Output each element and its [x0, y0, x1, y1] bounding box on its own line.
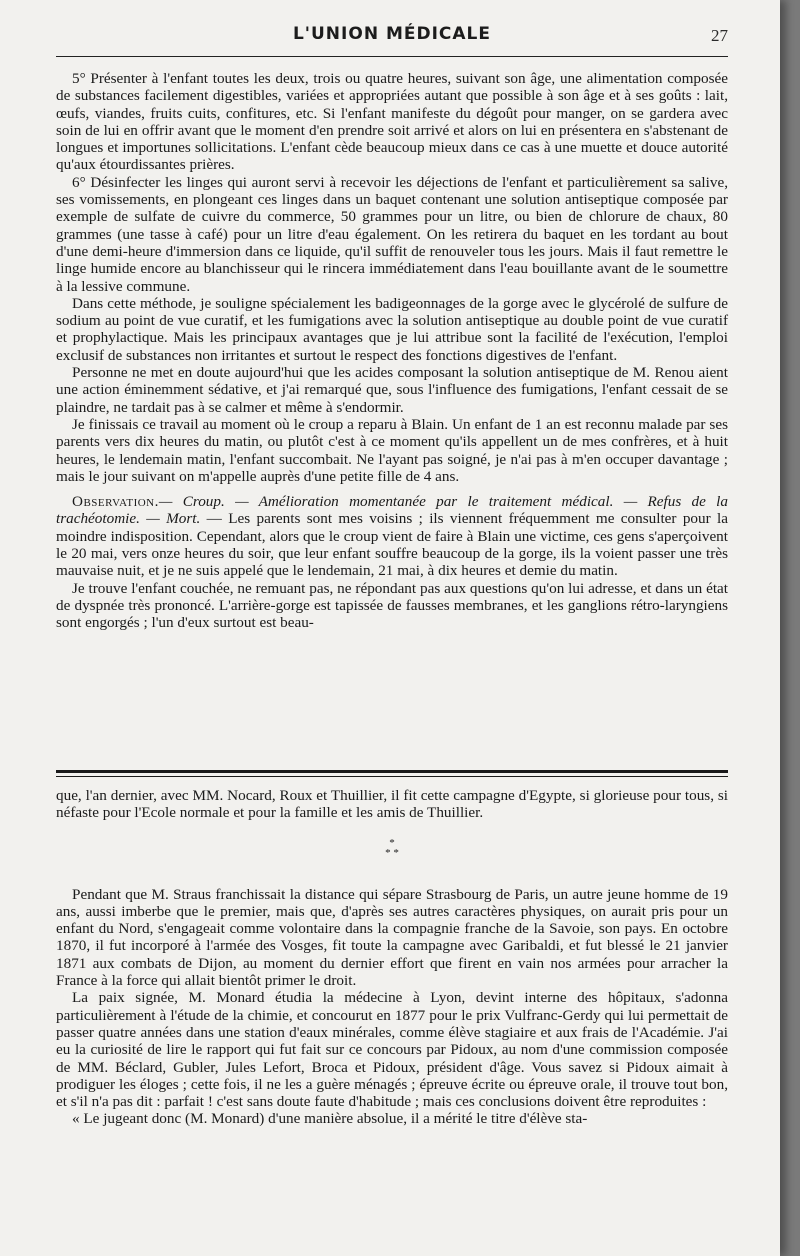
paragraph-croup-blain: Je finissais ce travail au moment où le croup a reparu à Blain. Un enfant de 1 an est reconnu malade par ses parents vers dix heures du matin, ou plutôt c'est à ce moment qu'ils appellent un de mes confrères, et à huit heures, le lendemain matin, l'enfant succombait. Ne l'ayant pas soigné, je n'ai pas à m'en occuper davantage ; mais le jour suivant on m'appelle auprès d'une petite fille de 4 ans.	[56, 415, 728, 485]
main-article	[56, 70, 728, 632]
header-rule	[56, 56, 728, 57]
paragraph-quote: « Le jugeant donc (M. Monard) d'une manière absolue, il a mérité le titre d'élève sta-	[72, 1110, 588, 1128]
paragraph-egypt: que, l'an dernier, avec MM. Nocard, Roux et Thuillier, il fit cette campagne d'Egypte, si glorieuse pour tous, si néfaste pour l'Ecole normale et pour la famille et les amis de Thuillier.	[56, 787, 728, 822]
observation-paragraph	[56, 493, 728, 579]
paragraph-item-5: 5° Présenter à l'enfant toutes les deux, trois ou quatre heures, suivant son âge, une alimentation composée de substances facilement digestibles, variées et appropriées autant que possible à son âge et à ses goûts : lait, œufs, viandes, fruits cuits, confitures, etc. Si l'enfant manifeste du dégoût pour manger, on se gardera avec soin de lui en offrir avant que le moment d'en prendre soit arrivé et alors on lui en présentera en s'abstenant de longues et importunes sollicitations. L'enfant cède beaucoup mieux dans ce cas à une muette et douce autorité qu'aux étourdissantes prières.	[56, 70, 728, 174]
running-header	[56, 24, 728, 50]
paragraph-monard: La paix signée, M. Monard étudia la médecine à Lyon, devint interne des hôpitaux, s'adonna particulièrement à l'étude de la chimie, et concourut en 1877 pour le prix Vulfranc-Gerdy qui lui permettait de passer quatre années dans une station d'eaux minérales, comme élève stagiaire et aux frais de l'Académie. J'ai eu la curiosité de lire le rapport qui fut fait sur ce concours par Pidoux, au nom d'une commission composée de MM. Béclard, Gubler, Jules Lefort, Broca et Pidoux, président d'âge. Vous savez si Pidoux aimait à prodiguer les éloges ; cette fois, il ne les a guère ménagés ; épreuve écrite ou épreuve orale, il trouve tout bon, et s'il n'a pas dit : parfait ! c'est sans doute faute d'habitude ; mais ces conclusions doivent être reproduites :	[56, 989, 728, 1111]
feuilleton-article	[56, 787, 728, 1128]
observation-label: Observation.	[72, 493, 159, 511]
asterism-separator	[56, 838, 728, 858]
feuilleton-divider	[56, 770, 728, 777]
asterism-bottom: * *	[385, 846, 399, 859]
asterism-top: *	[389, 836, 395, 849]
paragraph-method: Dans cette méthode, je souligne spécialement les badigeonnages de la gorge avec le glycérolé de sulfure de sodium au point de vue curatif, et les fumigations avec la solution antiseptique au double point de vue curatif et prophylactique. Mais les principaux avantages que je lui attribue sont la facilité de l'exécution, l'emploi exclusif de substances non irritantes et surtout le respect des fonctions digestives de l'enfant.	[56, 294, 728, 364]
paragraph-acids: Personne ne met en doute aujourd'hui que les acides composant la solution antiseptique de M. Renou aient une action éminemment sédative, et j'ai remarqué que, sous l'influence des fumigations, l'enfant cessait de se plaindre, ne tardait pas à se calmer et même à s'endormir.	[56, 364, 728, 416]
observation-title: — Croup. — Amélioration momentanée par le traitement médical. — Refus de la trachéotomie. — Mort.	[56, 493, 728, 528]
observation-text: — Les parents sont mes voisins ; ils viennent fréquemment me consulter pour la moindre indisposition. Cependant, alors que le croup vient de faire à Blain une victime, ces gens s'aperçoivent le 20 mai, vers onze heures du soir, que leur enfant souffre beaucoup de la gorge, ils la voient passer une très mauvaise nuit, et je ne suis appelé que le lendemain, 21 mai, à dix heures et demie du matin.	[56, 510, 728, 580]
paragraph-item-6: 6° Désinfecter les linges qui auront servi à recevoir les déjections de l'enfant et particulièrement sa salive, ses vomissements, en plongeant ces linges dans un baquet contenant une solution antiseptique composée par exemple de sulfate de cuivre du commerce, 50 grammes pour un litre, ou bien de chlorure de chaux, 80 grammes (une tasse à café) pour un litre d'eau également. On les retirera du baquet en les tordant au bout d'une demi-heure d'immersion dans ce liquide, qu'il suffit de renouveler tous les jours. Mais il faut remettre le linge humide encore au blanchisseur qui le rincera immédiatement dans l'eau bouillante avant de le soumettre à la lessive commune.	[56, 173, 728, 295]
journal-title: L'UNION MÉDICALE	[292, 24, 492, 44]
paragraph-child-state: Je trouve l'enfant couchée, ne remuant pas, ne répondant pas aux questions qu'on lui adresse, et dans un état de dyspnée très prononcé. L'arrière-gorge est tapissée de fausses membranes, et les ganglions rétro-laryngiens sont engorgés ; l'un d'eux surtout est beau-	[56, 579, 728, 632]
paragraph-straus: Pendant que M. Straus franchissait la distance qui sépare Strasbourg de Paris, un autre jeune homme de 19 ans, aussi imberbe que le premier, mais que, d'après ses autres caractères physiques, on aurait pris pour un enfant du Nord, s'engageait comme volontaire dans la compagnie franche de la Savoie, son pays. En octobre 1870, il fut incorporé à l'armée des Vosges, fit toute la campagne avec Garibaldi, et fut blessé le 21 janvier 1871 aux combats de Dijon, au moment du dernier effort que firent en vain nos armées pour arracher la France à la force qui allait bientôt primer le droit.	[56, 885, 728, 990]
page-number: 27	[711, 26, 728, 45]
